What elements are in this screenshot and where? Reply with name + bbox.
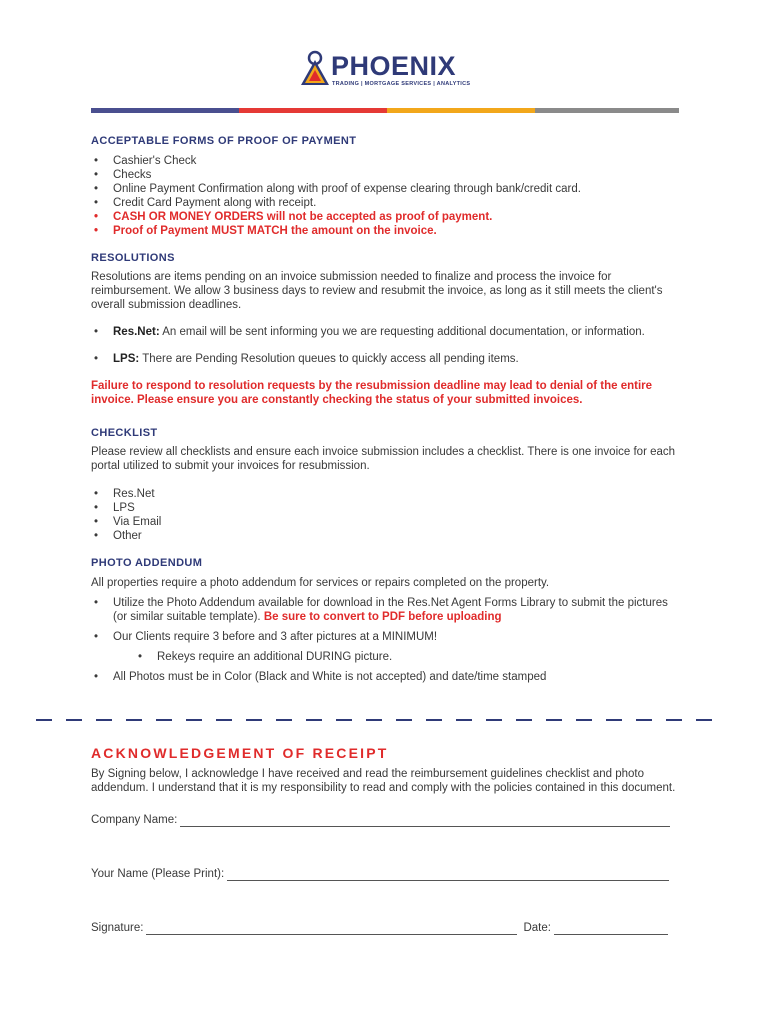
company-name-input[interactable] — [180, 814, 670, 827]
your-name-field — [91, 867, 681, 881]
phoenix-emblem-icon — [300, 50, 330, 88]
header-color-bar — [91, 108, 679, 113]
acknowledgement-heading: ACKNOWLEDGEMENT OF RECEIPT — [91, 745, 389, 761]
your-name-input[interactable] — [227, 868, 669, 881]
photo-item — [91, 596, 681, 624]
color-bar-segment — [239, 108, 387, 113]
payment-warning-item: • CASH OR MONEY ORDERS will not be accepted as proof of payment. — [91, 210, 681, 224]
cut-line-divider — [36, 719, 726, 721]
resolutions-intro: Resolutions are items pending on an invoice submission needed to finalize and process the invoice for reimbursement. We allow 3 business days to review and resubmit the invoice, as long as it still meets the client's overall submission deadlines. — [91, 271, 663, 311]
photo-intro: All properties require a photo addendum for services or repairs completed on the property. — [91, 577, 550, 589]
resolution-item-resnet — [91, 325, 681, 339]
payment-item: • Online Payment Confirmation along with proof of expense clearing through bank/credit card. — [91, 182, 681, 196]
payment-item: • Cashier's Check — [91, 154, 681, 168]
date-input[interactable] — [554, 922, 668, 935]
checklist-list — [91, 487, 681, 543]
checklist-intro: Please review all checklists and ensure each invoice submission includes a checklist. There is one invoice for each portal utilized to submit your invoices for resubmission. — [91, 446, 676, 472]
payment-warning-item: • Proof of Payment MUST MATCH the amount on the invoice. — [91, 224, 681, 238]
resolutions-heading: RESOLUTIONS — [91, 252, 175, 264]
resolution-text: An email will be sent informing you we are requesting additional documentation, or information. — [162, 326, 645, 338]
checklist-item: • Via Email — [91, 515, 681, 529]
resolution-item-lps — [91, 352, 681, 366]
phoenix-logo — [300, 50, 475, 92]
your-name-label: Your Name (Please Print): — [91, 868, 225, 880]
checklist-heading: CHECKLIST — [91, 427, 158, 439]
resolution-text: There are Pending Resolution queues to quickly access all pending items. — [142, 353, 519, 365]
acknowledgement-section — [91, 746, 681, 935]
resolutions-warning: Failure to respond to resolution requests by the resubmission deadline may lead to denial of the entire invoice. Please ensure you are constantly checking the status of your submitted invoices. — [91, 380, 653, 406]
payment-item: • Checks — [91, 168, 681, 182]
photo-subitem: • Rekeys require an additional DURING picture. — [91, 650, 681, 664]
photo-heading: PHOTO ADDENDUM — [91, 557, 203, 569]
photo-item-text: Utilize the Photo Addendum available for download in the Res.Net Agent Forms Library to submit the pictures (or similar suitable template). — [113, 597, 668, 623]
payment-heading: ACCEPTABLE FORMS OF PROOF OF PAYMENT — [91, 135, 357, 147]
photo-item: • All Photos must be in Color (Black and White is not accepted) and date/time stamped — [91, 670, 681, 684]
payment-list — [91, 154, 681, 238]
logo-tagline: TRADING | MORTGAGE SERVICES | ANALYTICS — [332, 81, 471, 87]
payment-item: • Credit Card Payment along with receipt. — [91, 196, 681, 210]
photo-item: • Our Clients require 3 before and 3 after pictures at a MINIMUM! — [91, 630, 681, 644]
checklist-item: • Other — [91, 529, 681, 543]
checklist-item: • Res.Net — [91, 487, 681, 501]
logo-brand-name: PHOENIX — [331, 51, 457, 81]
color-bar-segment — [387, 108, 535, 113]
date-label: Date: — [523, 922, 551, 934]
signature-input[interactable] — [146, 922, 517, 935]
color-bar-segment — [91, 108, 239, 113]
photo-item-warning: Be sure to convert to PDF before uploading — [263, 611, 502, 623]
signature-label: Signature: — [91, 922, 144, 934]
signature-field — [91, 921, 681, 935]
guidelines-content — [91, 134, 681, 684]
photo-list — [91, 596, 681, 684]
color-bar-segment — [535, 108, 679, 113]
company-name-label: Company Name: — [91, 814, 178, 826]
checklist-item: • LPS — [91, 501, 681, 515]
resolution-label: Res.Net: — [113, 326, 160, 338]
company-name-field — [91, 813, 681, 827]
resolution-label: LPS: — [113, 353, 140, 365]
resolutions-list — [91, 325, 681, 366]
acknowledgement-text: By Signing below, I acknowledge I have received and read the reimbursement guidelines checklist and photo addendum. I understand that it is my responsibility to read and comply with the policies contained in this document. — [91, 768, 676, 794]
